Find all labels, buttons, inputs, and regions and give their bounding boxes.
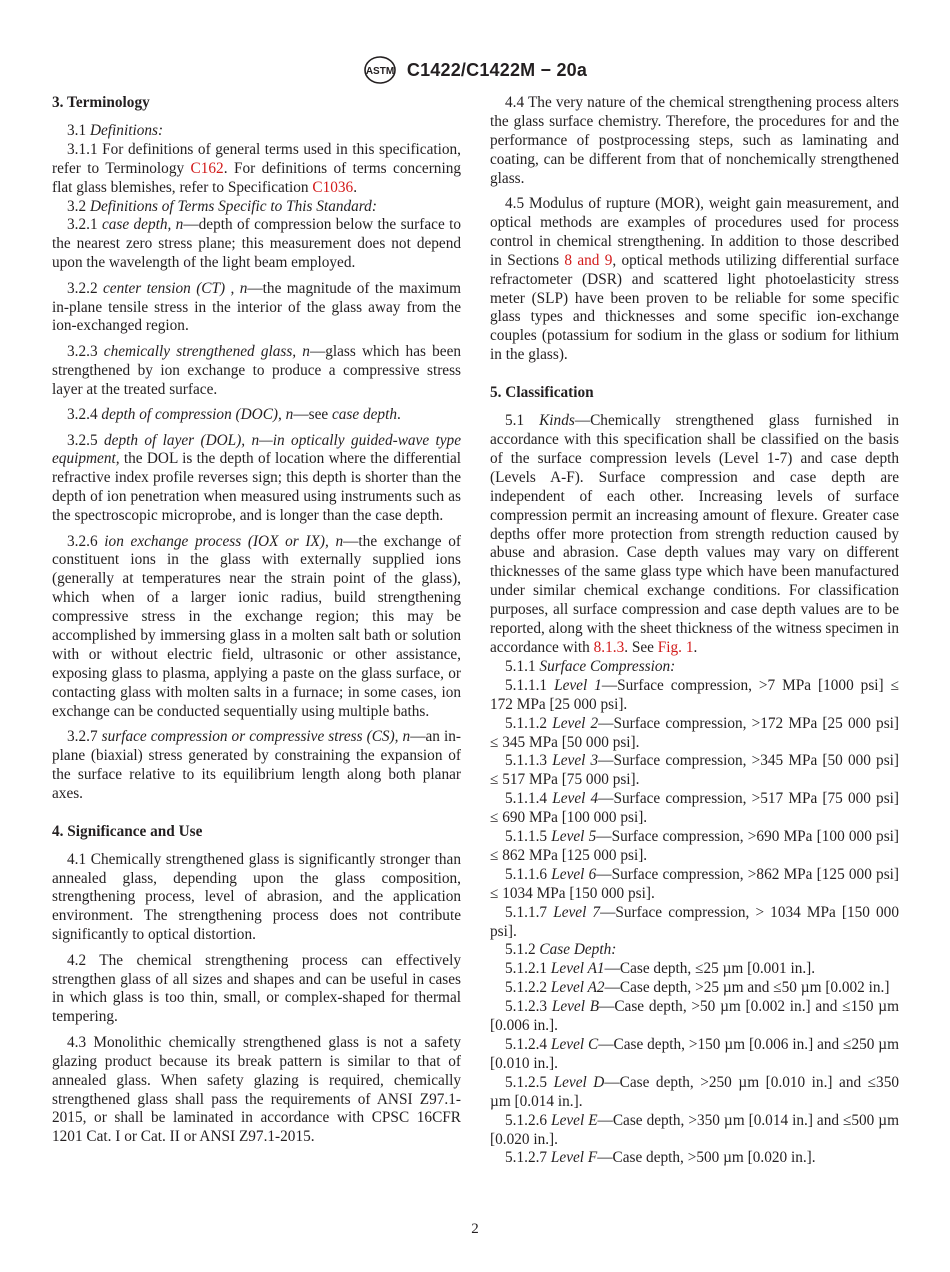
link-c1036[interactable]: C1036 <box>312 178 354 196</box>
para-3-1-1: 3.1.1 For definitions of general terms used in this specification, refer to Terminology C162. For definitions of terms concerning flat glass blemishes, refer to Specification C1036. <box>52 140 461 196</box>
para-5-1-2: 5.1.2 Case Depth: <box>505 941 617 959</box>
page-header <box>0 55 950 85</box>
link-c162[interactable]: C162 <box>190 159 224 177</box>
para-depth-c: 5.1.2.4 Level C—Case depth, >150 µm [0.006 in.] and ≤250 µm [0.010 in.]. <box>490 1036 900 1072</box>
para-depth-a2: 5.1.2.2 Level A2—Case depth, >25 µm and ≤50 µm [0.002 in.] <box>505 979 890 997</box>
para-level-5: 5.1.1.5 Level 5—Surface compression, >690 MPa [100 000 psi] ≤ 862 MPa [125 000 psi]. <box>490 828 899 864</box>
para-depth-d: 5.1.2.5 Level D—Case depth, >250 µm [0.010 in.] and ≤350 µm [0.014 in.]. <box>490 1073 900 1110</box>
para-3-2-4: 3.2.4 depth of compression (DOC), n—see case depth. <box>67 406 401 424</box>
para-4-1: 4.1 Chemically strengthened glass is significantly stronger than annealed glass, depending upon the glass composition, strengthening process, level of abrasion, and the application environment. The strengthening process does not contribute significantly to optical distortion. <box>52 850 461 944</box>
right-column <box>490 94 899 1168</box>
para-depth-a1: 5.1.2.1 Level A1—Case depth, ≤25 µm [0.001 in.]. <box>505 960 816 978</box>
para-3-2-6: 3.2.6 ion exchange process (IOX or IX), n—the exchange of constituent ions in the glass with externally supplied ions (generally at temperatures near the strain point of the glass), which when of a larger ionic radius, build strengthening compressive stress in the exchange region; this may be accomplished by immersing glass in a molten salt bath or solution with or without electric field, ultrasonic or other assistance, exposing glass to plasma, applying a paste on the glass surface, or contacting glass with molten salts in a furnace; in some cases, ion exchange can be conducted sequentially using multiple baths. <box>52 532 461 720</box>
para-depth-e: 5.1.2.6 Level E—Case depth, >350 µm [0.014 in.] and ≤500 µm [0.020 in.]. <box>490 1111 900 1148</box>
para-5-1: 5.1 Kinds—Chemically strengthened glass furnished in accordance with this specification shall be classified on the basis of the surface compression levels (Level 1-7) and case depth (Levels A-F). Surface compression and case depth are independent of each other. Increasing levels of surface compression permit an increasing amount of flexure. Greater case depths offer more protection from strength reduction caused by abuse and abrasion. Case depth values may vary on different thicknesses of the same glass type which have been manufactured under similar chemical exchange conditions. For classification purposes, all surface compression and case depth values are to be reported, along with the sheet thickness of the witness specimen in accordance with 8.1.3. See Fig. 1. <box>490 412 899 656</box>
astm-logo-icon <box>363 55 397 85</box>
document-designation: C1422/C1422M − 20a <box>406 59 588 80</box>
link-fig-1[interactable]: Fig. 1 <box>657 638 694 656</box>
para-3-2-3: 3.2.3 chemically strengthened glass, n—glass which has been strengthened by ion exchange to produce a compressive stress layer at the treated surface. <box>52 342 462 398</box>
para-5-1-1: 5.1.1 Surface Compression: <box>505 657 676 675</box>
page-number: 2 <box>471 1221 479 1237</box>
left-column <box>52 94 461 1147</box>
para-4-4: 4.4 The very nature of the chemical strengthening process alters the glass surface chemistry. Therefore, the procedures for and the performance of postprocessing steps, such as laminating and coating, can be different from that of nonchemically strengthened glass. <box>490 94 899 187</box>
para-level-7: 5.1.1.7 Level 7—Surface compression, > 1034 MPa [150 000 psi]. <box>490 903 899 940</box>
para-depth-b: 5.1.2.3 Level B—Case depth, >50 µm [0.002 in.] and ≤150 µm [0.006 in.]. <box>490 998 900 1035</box>
para-level-2: 5.1.1.2 Level 2—Surface compression, >172 MPa [25 000 psi] ≤ 345 MPa [50 000 psi]. <box>490 714 899 751</box>
para-3-2-7: 3.2.7 surface compression or compressive stress (CS), n—an in-plane (biaxial) stress generated by constraining the expansion of the surface relative to its equilibrium length along both planar axes. <box>52 728 461 802</box>
para-3-1: 3.1 Definitions: <box>67 121 164 139</box>
link-sections-8-9[interactable]: 8 and 9 <box>564 251 613 269</box>
para-4-2: 4.2 The chemical strengthening process can effectively strengthen glass of all sizes and shapes and can be useful in cases in which glass is too thin, small, or complex-shaped for thermal tempering. <box>52 951 461 1026</box>
para-4-5: 4.5 Modulus of rupture (MOR), weight gain measurement, and optical methods are examples of procedures used for process control in chemical strengthening. In addition to those described in Sections 8 and 9, optical methods utilizing differential surface refractometer (DSR) and scattered light photoelasticity stress meter (SLP) have been proven to be reliable for some specific glass types and thicknesses and some specific ion-exchange couples (potassium for sodium in the glass or sodium for lithium in the glass). <box>490 195 899 364</box>
section-5-title: 5. Classification <box>490 384 594 402</box>
para-3-2-5: 3.2.5 depth of layer (DOL), n—in optically guided-wave type equipment, the DOL is the depth of location where the differential refractive index profile reverses sign; this depth is shorter than the depth of ion penetration when measured using instruments such as the spectroscopic microprobe, and is longer than the case depth. <box>52 431 461 525</box>
para-level-6: 5.1.1.6 Level 6—Surface compression, >862 MPa [125 000 psi] ≤ 1034 MPa [150 000 psi]. <box>490 865 899 902</box>
para-level-3: 5.1.1.3 Level 3—Surface compression, >345 MPa [50 000 psi] ≤ 517 MPa [75 000 psi]. <box>490 752 899 789</box>
para-3-2: 3.2 Definitions of Terms Specific to This Standard: <box>67 197 377 215</box>
para-level-1: 5.1.1.1 Level 1—Surface compression, >7 MPa [1000 psi] ≤ 172 MPa [25 000 psi]. <box>490 676 899 713</box>
link-8-1-3[interactable]: 8.1.3 <box>593 638 625 656</box>
para-3-2-1: 3.2.1 case depth, n—depth of compression below the surface to the nearest zero stress plane; this measurement does not depend upon the wavelength of the light beam employed. <box>52 216 462 272</box>
para-4-3: 4.3 Monolithic chemically strengthened glass is not a safety glazing product because its break pattern is similar to that of annealed glass. When safety glazing is required, chemically strengthened glass shall pass the requirements of ANSI Z97.1-2015, or shall be laminated in accordance with CPSC 16CFR 1201 Cat. I or Cat. II or ANSI Z97.1-2015. <box>52 1033 461 1146</box>
logo-text: ASTM <box>365 66 395 77</box>
para-3-2-2: 3.2.2 center tension (CT) , n—the magnitude of the maximum in-plane tensile stress in the interior of the glass away from the ion-exchanged region. <box>52 279 461 335</box>
section-4-title: 4. Significance and Use <box>52 822 203 840</box>
para-depth-f: 5.1.2.7 Level F—Case depth, >500 µm [0.020 in.]. <box>505 1149 816 1167</box>
para-level-4: 5.1.1.4 Level 4—Surface compression, >517 MPa [75 000 psi] ≤ 690 MPa [100 000 psi]. <box>490 790 899 827</box>
section-3-title: 3. Terminology <box>52 94 150 111</box>
